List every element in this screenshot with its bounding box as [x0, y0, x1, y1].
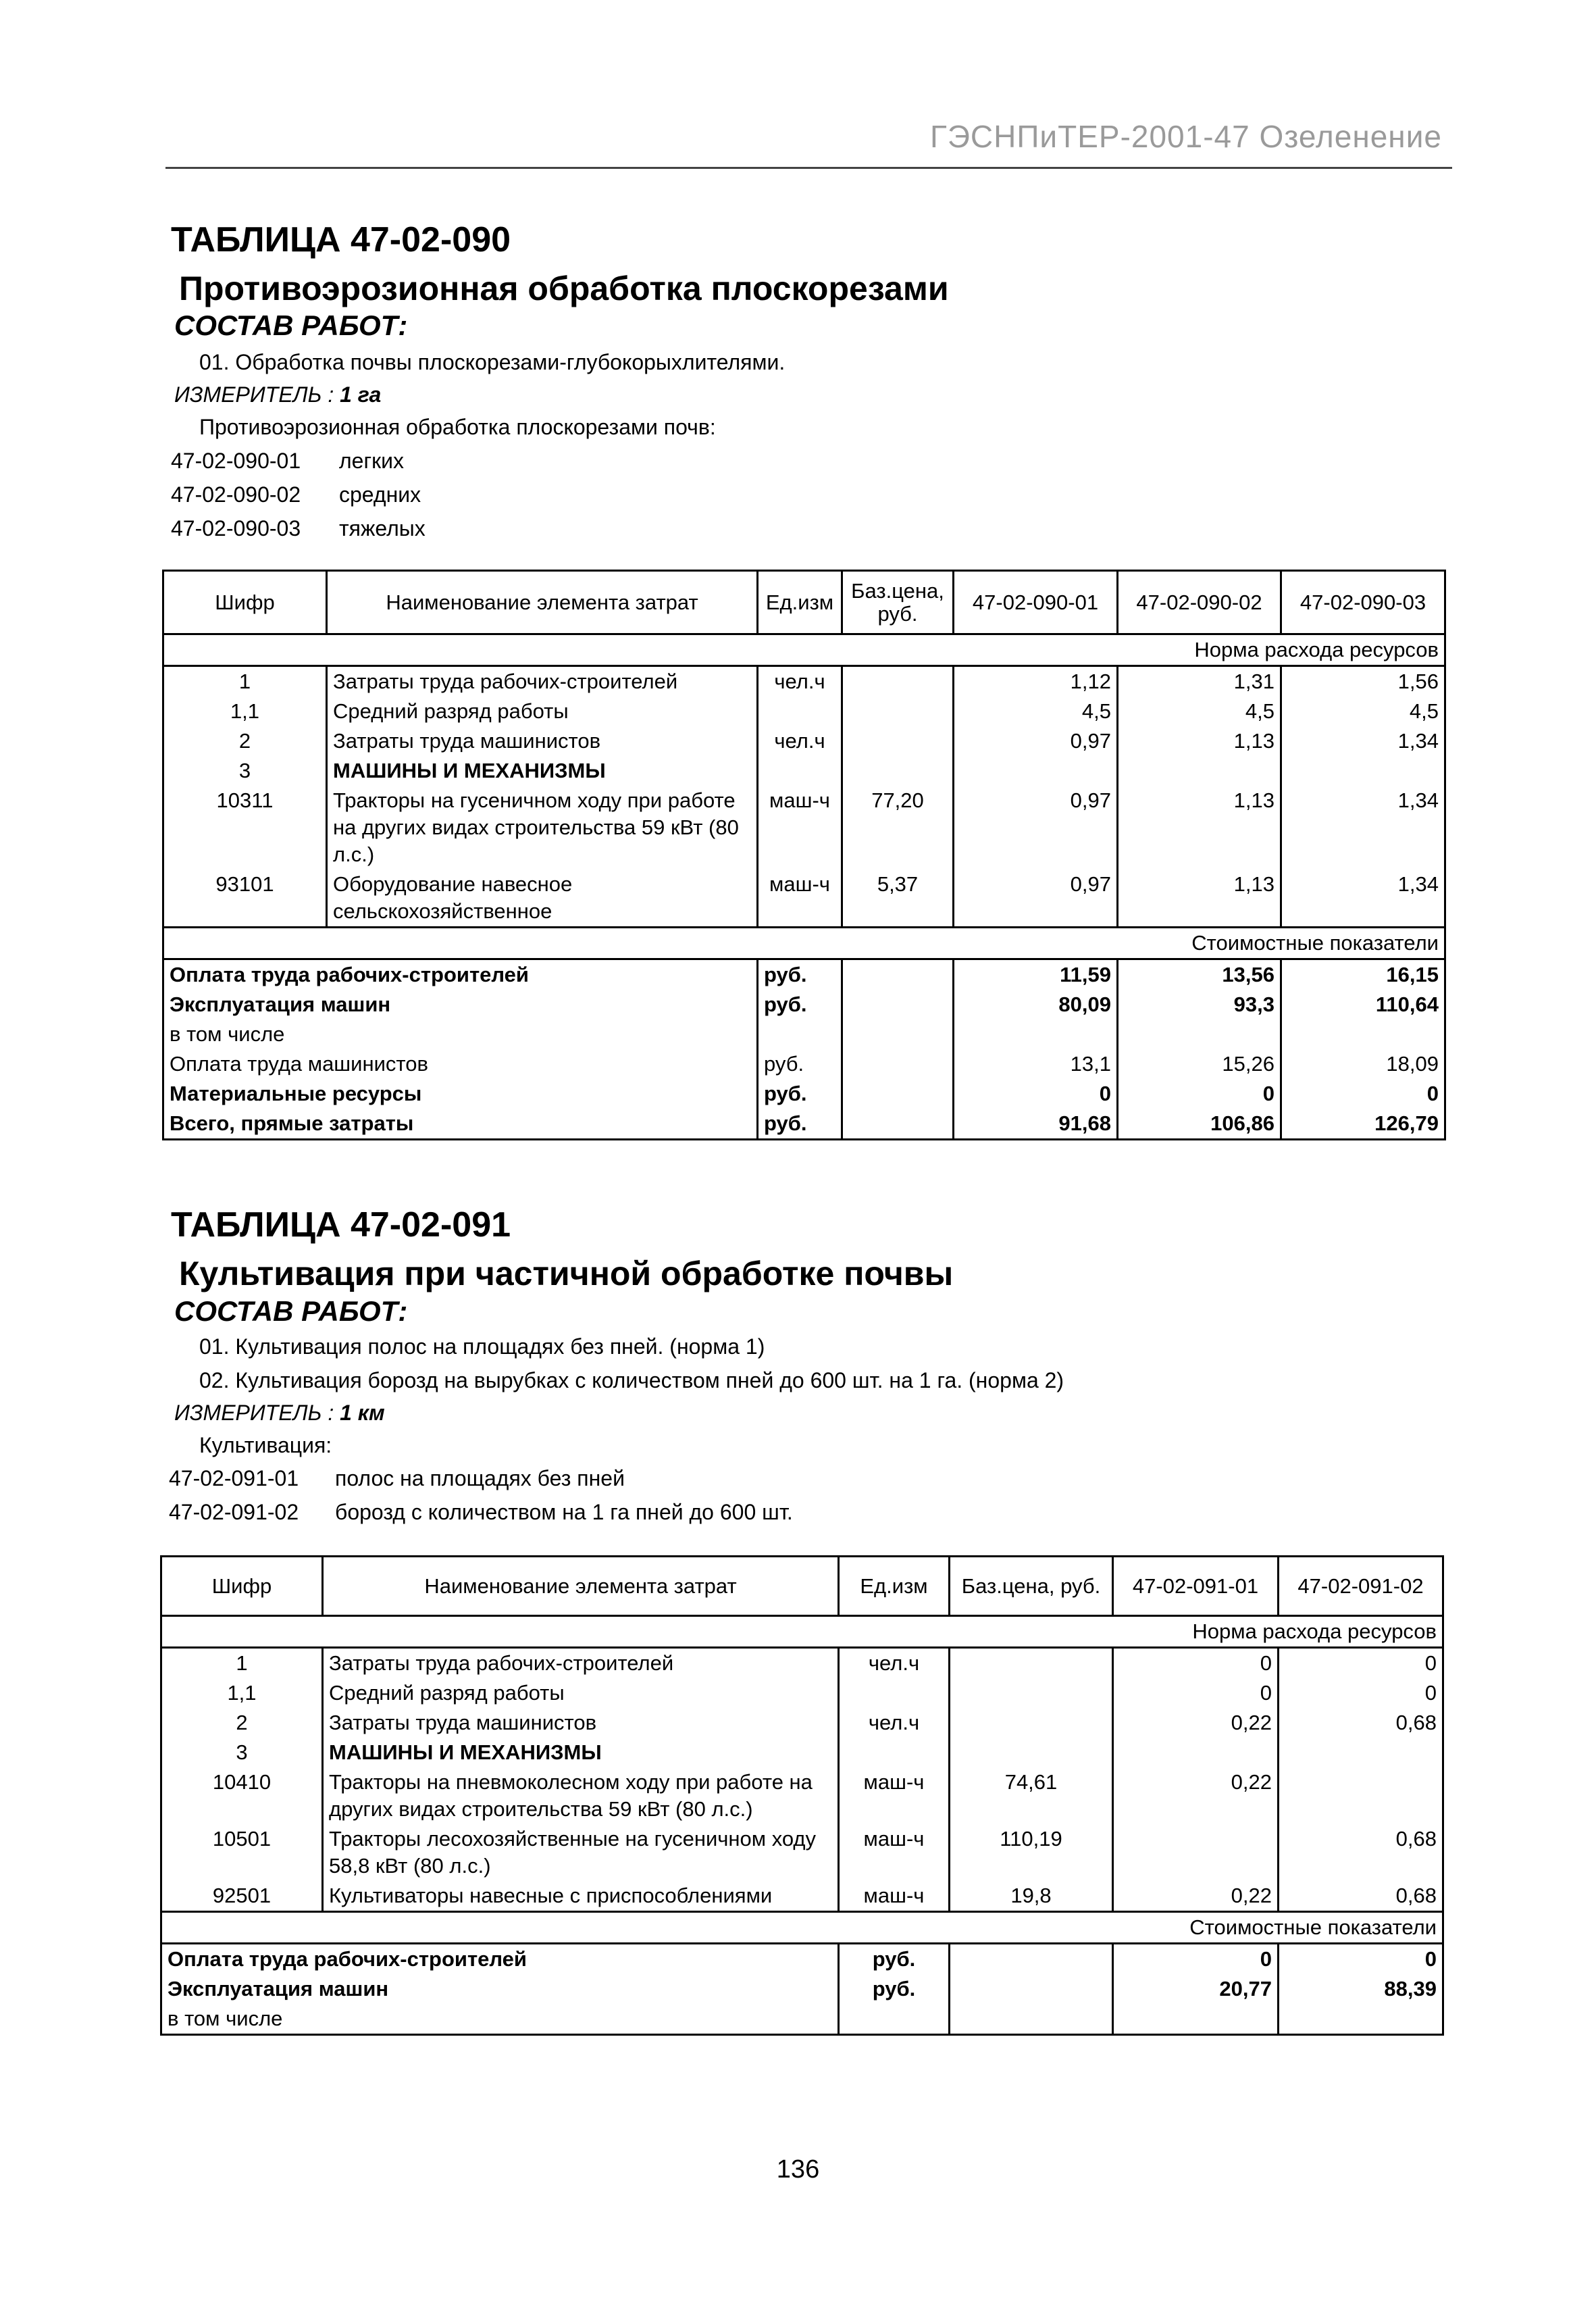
table2-work-2: 02. Культивация борозд на вырубках с количеством пней до 600 шт. на 1 га. (норма 2) [199, 1368, 1064, 1392]
cost-value: 91,68 [954, 1109, 1118, 1140]
row-value: 1,13 [1118, 726, 1281, 756]
cost-value: 0 [1279, 1944, 1443, 1975]
cost-value [954, 1020, 1118, 1049]
row-value: 0,22 [1113, 1881, 1279, 1912]
row-code: 92501 [161, 1881, 323, 1912]
table1-code-desc: легких [339, 449, 405, 473]
cost-unit: руб. [758, 990, 842, 1020]
cost-price [842, 1020, 954, 1049]
table1-header-row [163, 571, 1445, 634]
stoim-label: Стоимостные показатели [161, 1912, 1443, 1944]
row-value: 0,68 [1279, 1708, 1443, 1738]
table2-sostav: СОСТАВ РАБОТ: [174, 1295, 408, 1327]
row-code: 2 [163, 726, 327, 756]
cost-value [1281, 1020, 1445, 1049]
table-row [163, 726, 1445, 756]
table1-norma-row [163, 634, 1445, 666]
row-value: 0,22 [1113, 1708, 1279, 1738]
row-price [842, 726, 954, 756]
row-unit: маш-ч [839, 1824, 950, 1881]
table1-code-desc: средних [339, 482, 421, 507]
table-row [161, 1881, 1443, 1912]
row-price [950, 1708, 1113, 1738]
cost-value: 15,26 [1118, 1049, 1281, 1079]
cost-value: 0 [1113, 1944, 1279, 1975]
table-row [161, 1648, 1443, 1679]
table-row [161, 1767, 1443, 1824]
row-value: 0 [1279, 1678, 1443, 1708]
table1-grid [162, 570, 1446, 1140]
table2-work-1: 01. Культивация полос на площадях без пней. (норма 1) [199, 1334, 765, 1359]
page-number: 136 [776, 2155, 820, 2184]
col-head-c2: 47-02-090-02 [1118, 571, 1281, 634]
row-value: 4,5 [954, 697, 1118, 726]
row-name: Оборудование навесное сельскохозяйственное [327, 870, 758, 928]
row-price: 5,37 [842, 870, 954, 928]
cost-unit: руб. [758, 959, 842, 990]
cost-value: 93,3 [1118, 990, 1281, 1020]
row-code: 3 [161, 1738, 323, 1767]
row-name: Культиваторы навесные с приспособлениями [323, 1881, 839, 1912]
row-value [1113, 1738, 1279, 1767]
row-price [842, 756, 954, 786]
table-row [161, 1738, 1443, 1767]
cost-name: в том числе [163, 1020, 758, 1049]
row-code: 2 [161, 1708, 323, 1738]
col-head-c1: 47-02-091-01 [1113, 1557, 1279, 1616]
row-name: Затраты труда машинистов [327, 726, 758, 756]
cost-value [1118, 1020, 1281, 1049]
row-unit: маш-ч [839, 1767, 950, 1824]
cost-unit: руб. [758, 1049, 842, 1079]
row-value: 0,97 [954, 726, 1118, 756]
row-value: 4,5 [1118, 697, 1281, 726]
col-head-name: Наименование элемента затрат [327, 571, 758, 634]
row-value: 0,68 [1279, 1881, 1443, 1912]
row-price [950, 1648, 1113, 1679]
row-name: Тракторы на пневмоколесном ходу при работе на других видах строительства 59 кВт (80 л.с.) [323, 1767, 839, 1824]
cost-price [950, 2004, 1113, 2035]
cost-price [842, 1079, 954, 1109]
cost-value: 13,56 [1118, 959, 1281, 990]
cost-value: 0 [1281, 1079, 1445, 1109]
row-value: 0,68 [1279, 1824, 1443, 1881]
row-value: 1,34 [1281, 786, 1445, 870]
row-name: Средний разряд работы [327, 697, 758, 726]
row-unit: маш-ч [758, 786, 842, 870]
row-value: 0 [1279, 1648, 1443, 1679]
row-code: 10501 [161, 1824, 323, 1881]
header-rule [165, 167, 1452, 169]
stoim-label: Стоимостные показатели [163, 928, 1445, 959]
running-header: ГЭСНПиТЕР-2001-47 Озеленение [929, 119, 1442, 154]
row-value: 0,97 [954, 870, 1118, 928]
row-value [1118, 756, 1281, 786]
row-code: 3 [163, 756, 327, 786]
cost-name: Эксплуатация машин [163, 990, 758, 1020]
cost-row [163, 1079, 1445, 1109]
table1-code-desc: тяжелых [339, 516, 426, 540]
cost-price [842, 990, 954, 1020]
cost-value: 13,1 [954, 1049, 1118, 1079]
row-value: 0 [1113, 1648, 1279, 1679]
row-value: 0,97 [954, 786, 1118, 870]
cost-unit: руб. [839, 1974, 950, 2004]
row-unit: чел.ч [839, 1708, 950, 1738]
cost-value: 106,86 [1118, 1109, 1281, 1140]
col-head-c2: 47-02-091-02 [1279, 1557, 1443, 1616]
row-price: 74,61 [950, 1767, 1113, 1824]
row-code: 93101 [163, 870, 327, 928]
row-unit [758, 756, 842, 786]
row-unit: чел.ч [758, 726, 842, 756]
table2-code-row: 47-02-091-02 [169, 1500, 299, 1524]
table2-izmeritel: ИЗМЕРИТЕЛЬ : 1 км [174, 1401, 385, 1425]
cost-name: Оплата труда рабочих-строителей [163, 959, 758, 990]
cost-value: 18,09 [1281, 1049, 1445, 1079]
cost-name: Материальные ресурсы [163, 1079, 758, 1109]
row-price [950, 1678, 1113, 1708]
row-value [1113, 1824, 1279, 1881]
row-name: Затраты труда машинистов [323, 1708, 839, 1738]
table-row [161, 1708, 1443, 1738]
table2-stoim-row [161, 1912, 1443, 1944]
table2-intro: Культивация: [199, 1433, 332, 1457]
row-price: 110,19 [950, 1824, 1113, 1881]
cost-price [842, 1049, 954, 1079]
cost-name: Оплата труда машинистов [163, 1049, 758, 1079]
cost-row [163, 959, 1445, 990]
cost-value: 0 [954, 1079, 1118, 1109]
cost-unit: руб. [839, 1944, 950, 1975]
col-head-shifr: Шифр [161, 1557, 323, 1616]
row-code: 1,1 [161, 1678, 323, 1708]
cost-row [161, 2004, 1443, 2035]
cost-row [163, 1109, 1445, 1140]
row-unit [839, 1738, 950, 1767]
cost-name: Оплата труда рабочих-строителей [161, 1944, 839, 1975]
table1-code-row: 47-02-090-01 [171, 449, 301, 473]
row-code: 10410 [161, 1767, 323, 1824]
cost-unit [758, 1020, 842, 1049]
cost-price [950, 1974, 1113, 2004]
table-row [161, 1824, 1443, 1881]
row-unit: чел.ч [839, 1648, 950, 1679]
norma-label: Норма расхода ресурсов [161, 1616, 1443, 1648]
col-head-price: Баз.цена, руб. [950, 1557, 1113, 1616]
row-unit: маш-ч [758, 870, 842, 928]
cost-value [1279, 2004, 1443, 2035]
col-head-c1: 47-02-090-01 [954, 571, 1118, 634]
col-head-unit: Ед.изм [839, 1557, 950, 1616]
row-code: 10311 [163, 786, 327, 870]
table2-subtitle: Культивация при частичной обработке почвы [179, 1255, 954, 1292]
table2-grid [160, 1555, 1444, 2036]
row-price: 19,8 [950, 1881, 1113, 1912]
table-row [163, 756, 1445, 786]
cost-value: 88,39 [1279, 1974, 1443, 2004]
row-value [1279, 1767, 1443, 1824]
cost-unit: руб. [758, 1079, 842, 1109]
cost-value: 110,64 [1281, 990, 1445, 1020]
row-value: 1,31 [1118, 666, 1281, 697]
table-row [163, 666, 1445, 697]
row-name: Тракторы лесохозяйственные на гусеничном ходу 58,8 кВт (80 л.с.) [323, 1824, 839, 1881]
col-head-c3: 47-02-090-03 [1281, 571, 1445, 634]
row-name: Средний разряд работы [323, 1678, 839, 1708]
col-head-name: Наименование элемента затрат [323, 1557, 839, 1616]
row-code: 1 [163, 666, 327, 697]
col-head-unit: Ед.изм [758, 571, 842, 634]
cost-name: Эксплуатация машин [161, 1974, 839, 2004]
table2-title: ТАБЛИЦА 47-02-091 [171, 1205, 511, 1244]
table1-subtitle: Противоэрозионная обработка плоскорезами [179, 270, 949, 307]
table-row [163, 870, 1445, 928]
table-row [163, 697, 1445, 726]
cost-row [163, 1049, 1445, 1079]
row-value [1281, 756, 1445, 786]
cost-value: 0 [1118, 1079, 1281, 1109]
cost-unit [839, 2004, 950, 2035]
cost-value [1113, 2004, 1279, 2035]
norma-label: Норма расхода ресурсов [163, 634, 1445, 666]
cost-value: 126,79 [1281, 1109, 1445, 1140]
row-value: 1,13 [1118, 870, 1281, 928]
row-unit: маш-ч [839, 1881, 950, 1912]
row-name: Затраты труда рабочих-строителей [327, 666, 758, 697]
cost-value: 16,15 [1281, 959, 1445, 990]
row-value: 0 [1113, 1678, 1279, 1708]
row-value: 0,22 [1113, 1767, 1279, 1824]
row-value: 1,13 [1118, 786, 1281, 870]
cost-row [163, 990, 1445, 1020]
cost-row [161, 1974, 1443, 2004]
row-price: 77,20 [842, 786, 954, 870]
cost-name: Всего, прямые затраты [163, 1109, 758, 1140]
table2-code-desc: полос на площадях без пней [335, 1466, 625, 1490]
row-value: 1,34 [1281, 870, 1445, 928]
row-name: МАШИНЫ И МЕХАНИЗМЫ [327, 756, 758, 786]
table1-title: ТАБЛИЦА 47-02-090 [171, 220, 511, 259]
row-unit [839, 1678, 950, 1708]
row-name: Затраты труда рабочих-строителей [323, 1648, 839, 1679]
row-value: 1,56 [1281, 666, 1445, 697]
cost-name: в том числе [161, 2004, 839, 2035]
cost-price [950, 1944, 1113, 1975]
row-price [950, 1738, 1113, 1767]
row-code: 1,1 [163, 697, 327, 726]
row-value: 4,5 [1281, 697, 1445, 726]
table2-code-desc: борозд с количеством на 1 га пней до 600 шт. [335, 1500, 793, 1524]
cost-value: 20,77 [1113, 1974, 1279, 2004]
row-price [842, 666, 954, 697]
cost-row [163, 1020, 1445, 1049]
cost-unit: руб. [758, 1109, 842, 1140]
table1-code-row: 47-02-090-03 [171, 516, 301, 540]
row-code: 1 [161, 1648, 323, 1679]
table2-header-row [161, 1557, 1443, 1616]
row-name: Тракторы на гусеничном ходу при работе на других видах строительства 59 кВт (80 л.с.) [327, 786, 758, 870]
col-head-price: Баз.цена, руб. [842, 571, 954, 634]
table-row [161, 1678, 1443, 1708]
table1-stoim-row [163, 928, 1445, 959]
table1-izmeritel: ИЗМЕРИТЕЛЬ : 1 га [174, 382, 382, 407]
table1-work-1: 01. Обработка почвы плоскорезами-глубокорыхлителями. [199, 350, 786, 374]
col-head-shifr: Шифр [163, 571, 327, 634]
row-value [954, 756, 1118, 786]
row-name: МАШИНЫ И МЕХАНИЗМЫ [323, 1738, 839, 1767]
row-value [1279, 1738, 1443, 1767]
row-value: 1,34 [1281, 726, 1445, 756]
row-value: 1,12 [954, 666, 1118, 697]
table1-sostav: СОСТАВ РАБОТ: [174, 309, 408, 341]
table1-code-row: 47-02-090-02 [171, 482, 301, 507]
cost-value: 80,09 [954, 990, 1118, 1020]
row-price [842, 697, 954, 726]
cost-price [842, 1109, 954, 1140]
cost-row [161, 1944, 1443, 1975]
cost-value: 11,59 [954, 959, 1118, 990]
table2-code-row: 47-02-091-01 [169, 1466, 299, 1490]
table2-norma-row [161, 1616, 1443, 1648]
table-row [163, 786, 1445, 870]
row-unit: чел.ч [758, 666, 842, 697]
cost-price [842, 959, 954, 990]
table1-intro: Противоэрозионная обработка плоскорезами почв: [199, 415, 716, 439]
row-unit [758, 697, 842, 726]
